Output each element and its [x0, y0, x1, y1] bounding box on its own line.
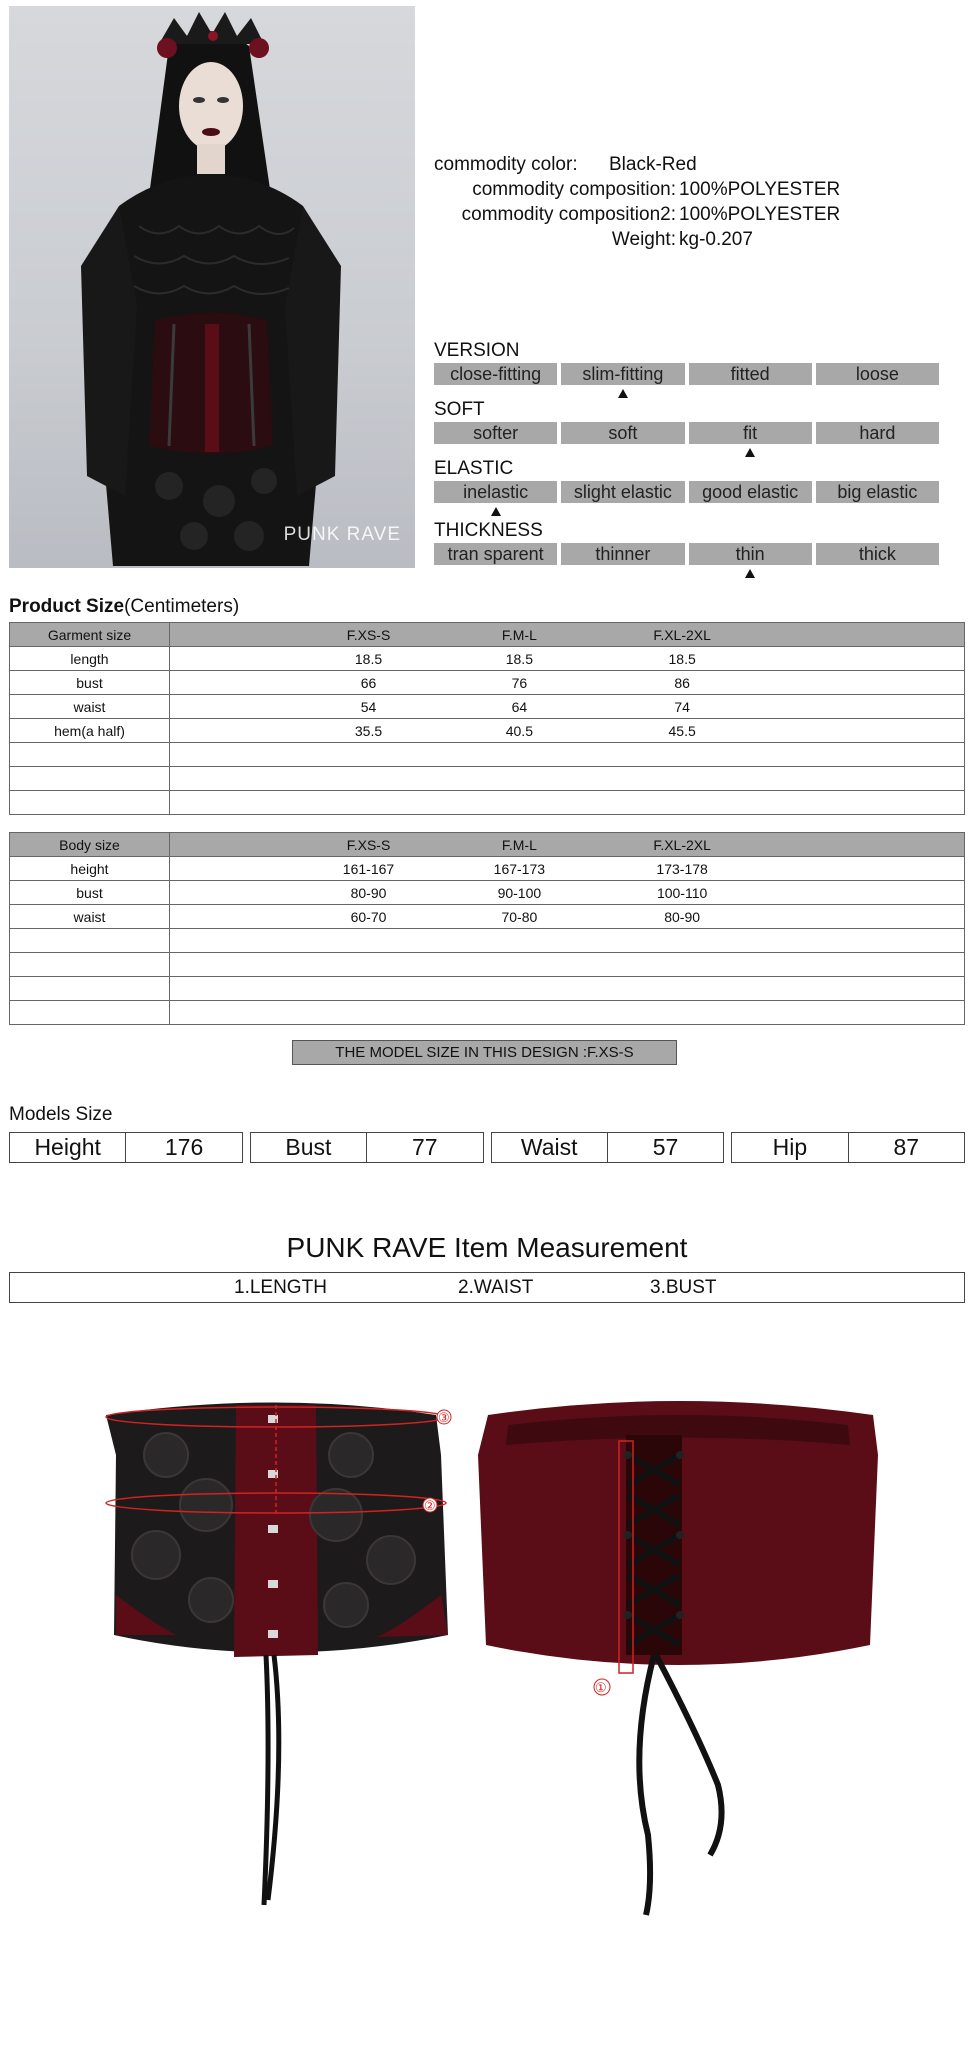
scale-option: good elastic: [689, 481, 812, 503]
scale-option: softer: [434, 422, 557, 444]
scale-title: ELASTIC: [434, 458, 514, 479]
table-header-cell: F.M-L: [501, 626, 537, 643]
table-header-cell: F.XS-S: [346, 836, 391, 853]
table-row-empty: [10, 791, 965, 815]
spec-weight-label: Weight:: [611, 229, 676, 250]
corset-back-illustration: [478, 1395, 878, 1935]
table-cell: bust: [10, 671, 170, 695]
model-size-note: THE MODEL SIZE IN THIS DESIGN :F.XS-S: [292, 1040, 677, 1065]
table-header-group: [170, 833, 965, 857]
table-cell: 18.5: [668, 650, 696, 667]
measurement-item: 3.BUST: [650, 1277, 717, 1298]
model-photo: [9, 6, 415, 568]
models-size-bar: [9, 1132, 965, 1163]
table-cell: 90-100: [497, 884, 542, 901]
scale-title: SOFT: [434, 399, 485, 420]
models-size-title: Models Size: [9, 1104, 113, 1125]
table-cell: 74: [674, 698, 690, 715]
scale-option: close-fitting: [434, 363, 557, 385]
marker-length: ①: [595, 1680, 607, 1695]
table-cell: 100-110: [656, 884, 708, 901]
scale-soft: [434, 399, 939, 444]
measurement-item: 2.WAIST: [458, 1277, 534, 1298]
spec-composition2-value: 100%POLYESTER: [679, 204, 841, 225]
models-size-label: Waist: [492, 1133, 608, 1162]
corset-front-image: [96, 1395, 456, 1920]
product-size-title: [9, 596, 239, 618]
scale-option: thinner: [561, 543, 684, 565]
table-cell: 40.5: [505, 722, 533, 739]
table-cell: 45.5: [668, 722, 696, 739]
table-row: [10, 647, 965, 671]
spec-color-label: commodity color:: [434, 154, 578, 175]
spec-composition-label: commodity composition:: [472, 179, 676, 200]
table-header-row: [10, 833, 965, 857]
models-size-hip: [731, 1132, 965, 1163]
table-cell: 60-70: [350, 908, 387, 925]
table-cell: 18.5: [505, 650, 533, 667]
scale-option: loose: [816, 363, 939, 385]
table-row: [10, 905, 965, 929]
table-header-group: [170, 623, 965, 647]
table-cell: 80-90: [350, 884, 387, 901]
scale-thickness: [434, 520, 939, 565]
table-cell: height: [10, 857, 170, 881]
scale-title: THICKNESS: [434, 520, 543, 541]
table-header-cell: F.M-L: [501, 836, 537, 853]
table-row-empty: [10, 743, 965, 767]
scale-option: fitted: [689, 363, 812, 385]
table-cell: 161-167: [342, 860, 395, 877]
table-cell: 80-90: [664, 908, 701, 925]
table-header-row: [10, 623, 965, 647]
table-row: [10, 881, 965, 905]
spec-weight-value: kg-0.207: [679, 229, 753, 250]
scale-option-selected: fit: [689, 422, 812, 444]
models-size-bust: [250, 1132, 484, 1163]
table-row-empty: [10, 767, 965, 791]
models-size-value: 77: [412, 1134, 438, 1160]
table-cell: 64: [511, 698, 528, 715]
models-size-value: 57: [652, 1134, 679, 1160]
models-size-waist: [491, 1132, 725, 1163]
table-cell: 70-80: [501, 908, 538, 925]
table-cell: 18.5: [354, 650, 383, 667]
table-cell: waist: [10, 905, 170, 929]
table-cell: hem(a half): [10, 719, 170, 743]
table-cell: length: [10, 647, 170, 671]
brand-watermark: PUNK RAVE: [283, 524, 401, 545]
model-illustration: [9, 6, 415, 568]
spec-composition-value: 100%POLYESTER: [679, 179, 841, 200]
table-row-empty: [10, 953, 965, 977]
table-row: [10, 671, 965, 695]
scale-option-selected: inelastic: [434, 481, 557, 503]
table-row-empty: [10, 929, 965, 953]
models-size-label: Bust: [251, 1133, 367, 1162]
scale-elastic: [434, 458, 939, 503]
table-cell: bust: [10, 881, 170, 905]
table-header-cell: F.XS-S: [346, 626, 391, 643]
table-cell: waist: [10, 695, 170, 719]
models-size-height: [9, 1132, 243, 1163]
body-size-table: [9, 832, 965, 1025]
scale-option-selected: thin: [689, 543, 812, 565]
table-row: [10, 695, 965, 719]
measurement-title: PUNK RAVE Item Measurement: [286, 1232, 688, 1263]
models-size-label: Hip: [732, 1133, 848, 1162]
corset-back-image: [478, 1395, 878, 1940]
corset-front-illustration: [96, 1395, 456, 1915]
spec-color-value: Black-Red: [609, 154, 697, 175]
models-size-label: Height: [10, 1133, 126, 1162]
measurement-item: 1.LENGTH: [234, 1277, 327, 1298]
table-cell: 167-173: [493, 860, 546, 877]
table-cell: 35.5: [354, 722, 383, 739]
scale-option-selected: slim-fitting: [561, 363, 684, 385]
product-size-heading: Product Size: [9, 596, 125, 617]
table-cell: 66: [360, 674, 377, 691]
table-header-cell: Garment size: [10, 623, 170, 647]
table-cell: 86: [674, 674, 690, 691]
marker-waist: ②: [424, 1498, 436, 1513]
scale-option: thick: [816, 543, 939, 565]
table-header-cell: Body size: [10, 833, 170, 857]
table-header-cell: F.XL-2XL: [653, 836, 711, 853]
scale-option: soft: [561, 422, 684, 444]
table-cell: 54: [360, 698, 377, 715]
scale-title: VERSION: [434, 340, 520, 361]
table-row-empty: [10, 977, 965, 1001]
garment-size-table: [9, 622, 965, 815]
scale-option: hard: [816, 422, 939, 444]
models-size-value: 176: [164, 1134, 204, 1160]
marker-bust: ③: [438, 1410, 450, 1425]
spec-composition2-label: commodity composition2:: [461, 204, 676, 225]
table-cell: 76: [511, 674, 528, 691]
table-row: [10, 857, 965, 881]
scale-option: big elastic: [816, 481, 939, 503]
measurement-bar: [9, 1272, 965, 1303]
table-cell: 173-178: [656, 860, 708, 877]
product-size-unit: (Centimeters): [124, 596, 240, 617]
table-row-empty: [10, 1001, 965, 1025]
scale-option: slight elastic: [561, 481, 684, 503]
table-header-cell: F.XL-2XL: [653, 626, 711, 643]
scale-version: [434, 340, 939, 385]
table-row: [10, 719, 965, 743]
models-size-value: 87: [893, 1134, 920, 1160]
scale-option: tran sparent: [434, 543, 557, 565]
